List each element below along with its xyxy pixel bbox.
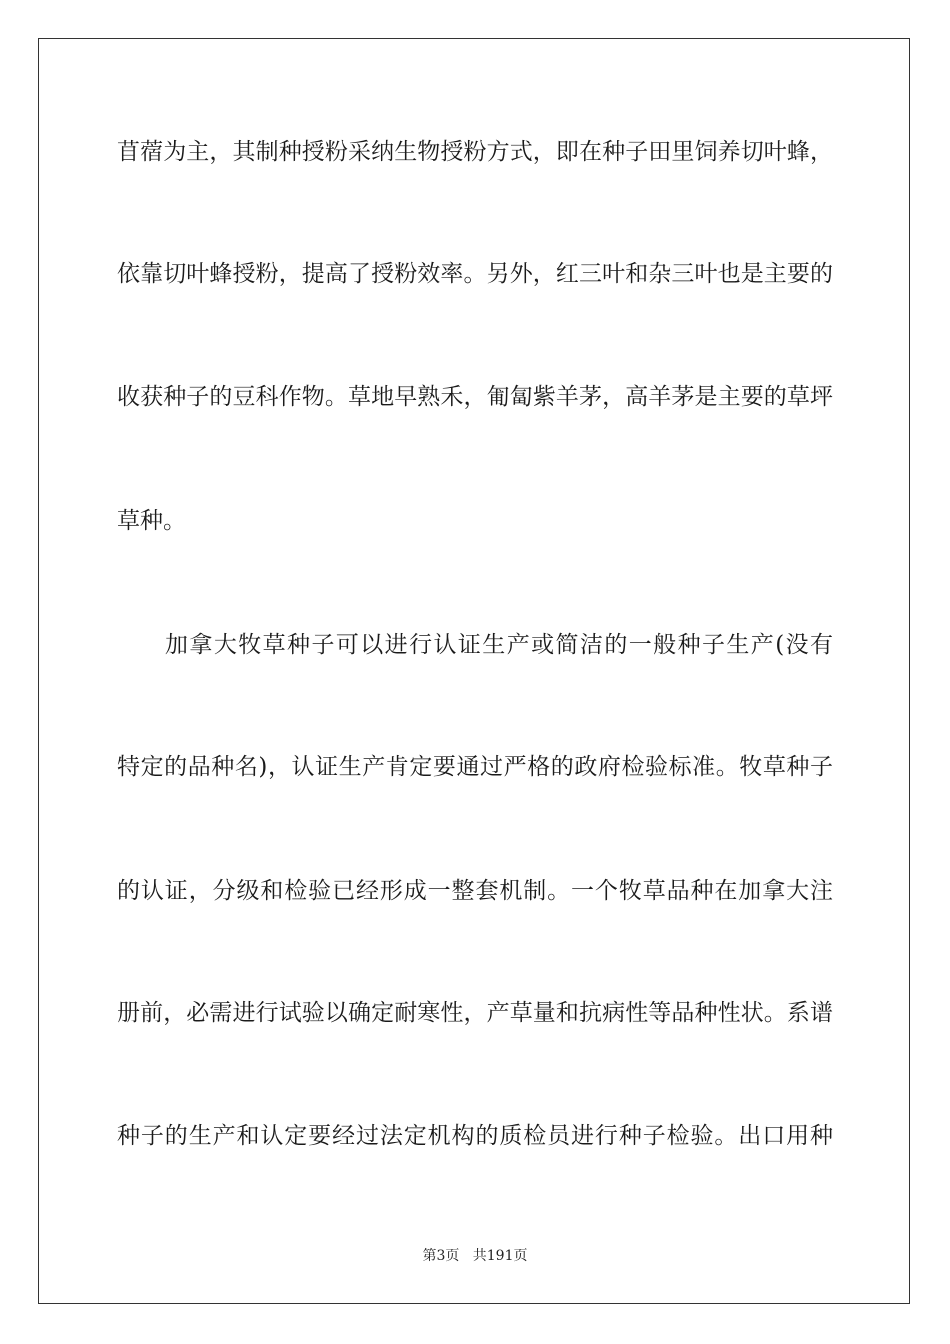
text-line: 苜蓿为主，其制种授粉采纳生物授粉方式，即在种子田里饲养切叶蜂， — [117, 139, 833, 165]
text-line: 的认证，分级和检验已经形成一整套机制。一个牧草品种在加拿大注 — [117, 878, 833, 904]
text-line-indented: 加拿大牧草种子可以进行认证生产或简洁的一般种子生产(没有 — [165, 632, 833, 658]
text-line: 册前，必需进行试验以确定耐寒性，产草量和抗病性等品种性状。系谱 — [117, 1000, 833, 1026]
page-number: 第3页 — [422, 1248, 460, 1264]
text-line: 依靠切叶蜂授粉，提高了授粉效率。另外，红三叶和杂三叶也是主要的 — [117, 261, 833, 287]
text-line: 特定的品种名)，认证生产肯定要通过严格的政府检验标准。牧草种子 — [117, 754, 833, 780]
total-pages: 共191页 — [472, 1248, 528, 1264]
page-border — [38, 38, 910, 1304]
text-line: 收获种子的豆科作物。草地早熟禾，匍匐紫羊茅，高羊茅是主要的草坪 — [117, 384, 833, 410]
text-line: 草种。 — [117, 508, 186, 534]
page-footer — [0, 1247, 950, 1265]
text-line: 种子的生产和认定要经过法定机构的质检员进行种子检验。出口用种 — [117, 1123, 833, 1149]
